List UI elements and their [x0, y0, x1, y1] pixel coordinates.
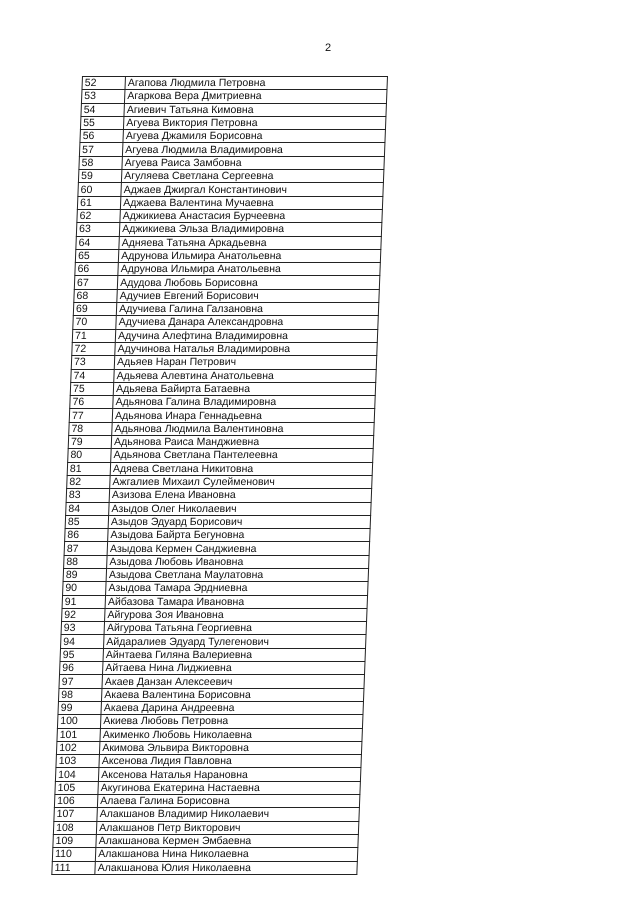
row-number: 109: [53, 834, 97, 847]
table-row: [64, 555, 370, 568]
table-row: [60, 648, 366, 661]
row-number: 102: [56, 741, 100, 754]
table-row: [55, 781, 361, 794]
person-name: Адьянова Раиса Манджиевна: [111, 436, 373, 449]
row-number: 64: [76, 236, 120, 249]
person-name: Адьяев Наран Петрович: [114, 356, 376, 369]
row-number: 67: [74, 276, 118, 289]
table-row: [52, 848, 358, 861]
table-row: [59, 675, 365, 688]
person-name: Агуева Раиса Замбовна: [122, 156, 384, 169]
person-name: Азизова Елена Ивановна: [109, 489, 371, 502]
person-name: Алакшанова Юлия Николаевна: [95, 861, 357, 874]
row-number: 92: [62, 608, 106, 621]
table-row: [72, 329, 378, 342]
person-name: Аджикиева Эльза Владимировна: [119, 223, 381, 236]
table-row: [77, 209, 383, 222]
table-row: [52, 861, 358, 874]
person-name: Акиева Любовь Петровна: [101, 715, 363, 728]
person-name: Айтаева Нина Лиджиевна: [103, 662, 365, 675]
table-row: [73, 316, 379, 329]
table-row: [77, 196, 383, 209]
person-name: Аджаев Джиргал Константинович: [121, 183, 383, 196]
table-row: [79, 156, 385, 169]
table-row: [66, 502, 372, 515]
table-row: [73, 303, 379, 316]
person-name: Адучина Алефтина Владимировна: [115, 329, 377, 342]
row-number: 89: [63, 568, 107, 581]
person-name: Акаев Данзан Алексеевич: [102, 675, 364, 688]
row-number: 70: [73, 316, 117, 329]
person-name: Агуева Джамиля Борисовна: [123, 130, 385, 143]
person-name: Ажгалиев Михаил Сулейменович: [110, 475, 372, 488]
person-name: Аксенова Лидия Павловна: [99, 755, 361, 768]
table-row: [58, 701, 364, 714]
row-number: 77: [69, 409, 113, 422]
person-name: Адняева Татьяна Аркадьевна: [119, 236, 381, 249]
table-row: [66, 489, 372, 502]
row-number: 55: [80, 116, 124, 129]
table-row: [71, 356, 377, 369]
names-table: [51, 76, 388, 875]
table-row: [57, 715, 363, 728]
table-row: [63, 582, 369, 595]
row-number: 82: [67, 475, 111, 488]
table-row: [65, 515, 371, 528]
person-name: Аджаева Валентина Мучаевна: [121, 196, 383, 209]
row-number: 53: [81, 90, 125, 103]
person-name: Азыдов Олег Николаевич: [109, 502, 371, 515]
table-row: [81, 90, 387, 103]
table-row: [72, 342, 378, 355]
person-name: Алакшанова Нина Николаевна: [95, 848, 357, 861]
row-number: 71: [72, 329, 116, 342]
table-row: [65, 529, 371, 542]
person-name: Агаркова Вера Дмитриевна: [125, 90, 387, 103]
person-name: Алакшанов Петр Викторович: [97, 821, 359, 834]
row-number: 60: [78, 183, 122, 196]
table-row: [76, 223, 382, 236]
table-row: [74, 289, 380, 302]
person-name: Агуляева Светлана Сергеевна: [122, 170, 384, 183]
person-name: Адьянова Инара Геннадьевна: [112, 409, 374, 422]
person-name: Адучинова Наталья Владимировна: [115, 342, 377, 355]
table-row: [70, 396, 376, 409]
row-number: 91: [62, 595, 106, 608]
table-row: [62, 595, 368, 608]
person-name: Азыдова Кермен Санджиевна: [107, 542, 369, 555]
table-row: [69, 422, 375, 435]
person-name: Азыдова Тамара Эрдниевна: [106, 582, 368, 595]
table-row: [70, 382, 376, 395]
row-number: 54: [81, 103, 125, 116]
row-number: 94: [61, 635, 105, 648]
names-table-wrapper: [51, 76, 388, 875]
row-number: 62: [77, 209, 121, 222]
row-number: 103: [56, 755, 100, 768]
table-row: [59, 662, 365, 675]
person-name: Адьяева Алевтина Анатольевна: [114, 369, 376, 382]
row-number: 57: [79, 143, 123, 156]
person-name: Айгурова Зоя Ивановна: [105, 608, 367, 621]
names-table-body: [52, 77, 388, 875]
row-number: 95: [60, 648, 104, 661]
table-row: [78, 183, 384, 196]
table-row: [82, 77, 388, 90]
row-number: 90: [63, 582, 107, 595]
row-number: 83: [66, 489, 110, 502]
page-number: 2: [324, 42, 332, 54]
person-name: Агуева Виктория Петровна: [124, 116, 386, 129]
table-row: [75, 249, 381, 262]
table-row: [55, 768, 361, 781]
row-number: 72: [72, 342, 116, 355]
person-name: Адучиева Данара Александровна: [116, 316, 378, 329]
row-number: 73: [71, 356, 115, 369]
row-number: 96: [59, 662, 103, 675]
person-name: Айнтаева Гиляна Валериевна: [103, 648, 365, 661]
person-name: Алакшанова Кермен Эмбаевна: [96, 834, 358, 847]
table-row: [57, 728, 363, 741]
table-row: [56, 755, 362, 768]
row-number: 66: [75, 263, 119, 276]
table-row: [61, 635, 367, 648]
table-row: [74, 276, 380, 289]
row-number: 110: [52, 848, 96, 861]
table-row: [53, 834, 359, 847]
row-number: 100: [57, 715, 101, 728]
table-row: [63, 568, 369, 581]
person-name: Азыдова Любовь Ивановна: [107, 555, 369, 568]
row-number: 75: [70, 382, 114, 395]
row-number: 68: [74, 289, 118, 302]
person-name: Акаева Валентина Борисовна: [102, 688, 364, 701]
person-name: Агиевич Татьяна Кимовна: [124, 103, 386, 116]
table-row: [67, 462, 373, 475]
person-name: Айдаралиев Эдуард Тулегенович: [104, 635, 366, 648]
person-name: Аксенова Наталья Нарановна: [99, 768, 361, 781]
table-row: [68, 436, 374, 449]
row-number: 87: [64, 542, 108, 555]
row-number: 84: [66, 502, 110, 515]
person-name: Акименко Любовь Николаевна: [100, 728, 362, 741]
table-row: [79, 143, 385, 156]
table-row: [80, 116, 386, 129]
row-number: 61: [77, 196, 121, 209]
row-number: 56: [80, 130, 124, 143]
row-number: 63: [76, 223, 120, 236]
row-number: 58: [79, 156, 123, 169]
table-row: [64, 542, 370, 555]
row-number: 107: [54, 808, 98, 821]
row-number: 98: [58, 688, 102, 701]
table-row: [53, 821, 359, 834]
person-name: Адяева Светлана Никитовна: [110, 462, 372, 475]
row-number: 74: [71, 369, 115, 382]
person-name: Акимова Эльвира Викторовна: [100, 741, 362, 754]
row-number: 86: [65, 529, 109, 542]
table-row: [81, 103, 387, 116]
table-row: [71, 369, 377, 382]
row-number: 79: [68, 436, 112, 449]
person-name: Адьяева Байирта Батаевна: [113, 382, 375, 395]
person-name: Алакшанов Владимир Николаевич: [97, 808, 359, 821]
table-row: [54, 795, 360, 808]
row-number: 78: [69, 422, 113, 435]
row-number: 93: [61, 622, 105, 635]
table-row: [68, 449, 374, 462]
person-name: Адучиев Евгений Борисович: [117, 289, 379, 302]
table-row: [54, 808, 360, 821]
table-row: [61, 622, 367, 635]
person-name: Азыдов Эдуард Борисович: [108, 515, 370, 528]
person-name: Акаева Дарина Андреевна: [101, 701, 363, 714]
row-number: 108: [53, 821, 97, 834]
table-row: [58, 688, 364, 701]
person-name: Адьянова Людмила Валентиновна: [112, 422, 374, 435]
row-number: 111: [52, 861, 96, 874]
row-number: 59: [78, 170, 122, 183]
row-number: 85: [65, 515, 109, 528]
row-number: 104: [55, 768, 99, 781]
table-row: [78, 170, 384, 183]
table-row: [69, 409, 375, 422]
person-name: Агуева Людмила Владимировна: [123, 143, 385, 156]
person-name: Акугинова Екатерина Настаевна: [98, 781, 360, 794]
person-name: Адьянова Светлана Пантелеевна: [111, 449, 373, 462]
row-number: 69: [73, 303, 117, 316]
table-row: [67, 475, 373, 488]
row-number: 105: [55, 781, 99, 794]
row-number: 97: [59, 675, 103, 688]
person-name: Агапова Людмила Петровна: [125, 77, 387, 90]
person-name: Адрунова Ильмира Анатольевна: [118, 263, 380, 276]
table-row: [80, 130, 386, 143]
table-row: [76, 236, 382, 249]
row-number: 76: [70, 396, 114, 409]
row-number: 65: [75, 249, 119, 262]
person-name: Алаева Галина Борисовна: [98, 795, 360, 808]
row-number: 99: [58, 701, 102, 714]
person-name: Адудова Любовь Борисовна: [117, 276, 379, 289]
row-number: 81: [67, 462, 111, 475]
person-name: Айгурова Татьяна Георгиевна: [104, 622, 366, 635]
row-number: 52: [82, 77, 126, 90]
person-name: Азыдова Байрта Бегуновна: [108, 529, 370, 542]
table-row: [75, 263, 381, 276]
person-name: Адучиева Галина Галзановна: [116, 303, 378, 316]
person-name: Адьянова Галина Владимировна: [113, 396, 375, 409]
row-number: 106: [54, 795, 98, 808]
row-number: 80: [68, 449, 112, 462]
row-number: 88: [64, 555, 108, 568]
person-name: Айбазова Тамара Ивановна: [105, 595, 367, 608]
person-name: Аджикиева Анастасия Бурчеевна: [120, 209, 382, 222]
table-row: [56, 741, 362, 754]
row-number: 101: [57, 728, 101, 741]
person-name: Адрунова Ильмира Анатольевна: [118, 249, 380, 262]
person-name: Азыдова Светлана Маулатовна: [106, 568, 368, 581]
table-row: [62, 608, 368, 621]
